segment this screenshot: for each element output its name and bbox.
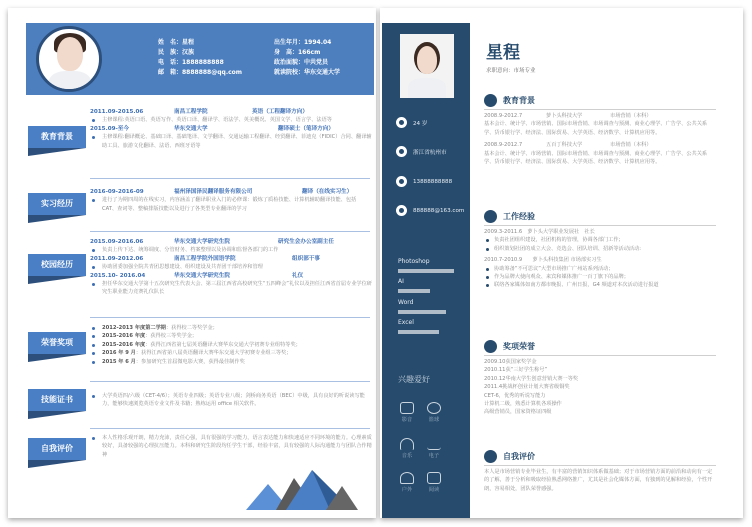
contact-location: 浙江省杭州市 xyxy=(396,146,447,157)
resume-left xyxy=(8,8,376,518)
contact-age: 24 岁 xyxy=(396,117,428,128)
skill-excel: Excel xyxy=(398,319,414,326)
info-email: 邮 箱：8888888@qq.com xyxy=(158,69,243,76)
hobby-cycling: 电子 xyxy=(423,438,445,459)
tree-icon xyxy=(400,472,414,484)
hobby-basketball: 篮球 xyxy=(423,402,445,423)
trophy-icon xyxy=(484,340,497,353)
info-ethnicity: 民 族：汉族 xyxy=(158,49,195,56)
info-political: 政治面貌：中共党员 xyxy=(274,59,329,66)
hobbies-title: 兴趣爱好 xyxy=(398,375,430,384)
book-icon xyxy=(427,472,441,484)
basketball-icon xyxy=(427,402,441,414)
hobby-movie: 影音 xyxy=(396,402,418,423)
profile-photo xyxy=(400,34,454,98)
location-icon xyxy=(396,146,407,157)
work-section: 工作经验 2009.3-2011.6 萝卜头大学职业发展社 社长 负责社团组织建设，社团机构的管理，协调各部门工作; 组织策划社团的成立大会、竞选会、团队培训、招新等活动活动: 2010.7-2010.9 萝卜头科技集团 市场部实习生 协助筹备“不可思议”大型市场推广广州站系列活动； 作为品牌大使向观众、来宾和媒体推广一百丁旗下的品牌； 联络各家媒体如南方都市晚报、广州日报，G4 频道对本次活动进行报道 xyxy=(484,210,716,290)
education-section-right: 教育背景 2008.9-2012.7 萝卜头科技大学 市场营销（本科） 基本会计、统计学、市场营销、国际市场营销、市场调查与预测、商业心理学、广告学、公共关系学、货币银行学、经济法、国际贸易、大学英语、经济数学、计算机应用等。 2008.9-2012.7 五百丁科技大学 市场营销（本科） 基本会计、统计学、市场营销、国际市场营销、市场调查与预测、商业心理学、广告学、公共关系学、货币银行学、经济法、国际贸易、大学英语、经济数学、计算机应用等。 xyxy=(484,94,716,166)
certificates-section: 大学英语四/六级（CET-4/6）；英语专业四级；英语专业八级；剑桥商务英语（BEC）中级，具有良好的听说读写能力，能够快速浏览英语专业文件及书籍；熟练运用 office 相关软件。 xyxy=(90,392,372,409)
skill-ai: AI xyxy=(398,278,404,285)
cycling-icon xyxy=(427,438,441,450)
skill-bar-photoshop xyxy=(398,269,454,273)
tag-certificates: 技能证书 xyxy=(28,389,86,411)
info-phone: 电 话：1888888888 xyxy=(158,59,224,66)
briefcase-icon xyxy=(484,210,497,223)
avatar xyxy=(36,26,102,92)
skill-bar-ai xyxy=(398,289,430,293)
mail-icon xyxy=(396,205,407,216)
edit-icon xyxy=(484,450,497,463)
contact-phone: 13888888888 xyxy=(396,176,452,187)
name-title: 星程 xyxy=(486,43,520,63)
tag-education: 教育背景 xyxy=(28,126,86,148)
campus-section: 2015.09-2016.06 华东交通大学研究生院 研究生会办公室副主任 负责上传下达、统筹调度、分管财务、档案整理以及协调和监督各部门的工作 2011.09-2012.06 南昌工程学院外国语学院 组织部干事 协助团委加强全院共青团思想建设、组织建设及共青团干部培养和管理 2015.10- 2016.04 华东交通大学研究生院 礼仪 担任华东交通大学第十五次研究生代表大会、第三届江西省高校研究生“五四峰会”礼仪以及担任江西省首届专业学位研究生职业能力竞赛礼仪队长 xyxy=(90,239,372,296)
mountains-decoration xyxy=(246,470,358,510)
info-height: 身 高：166cm xyxy=(274,49,321,56)
self-eval-section-right: 自我评价 本人是市场营销专业毕业生，有丰富的营销知识体系做基础；对于市场营销方面的前沿和动向有一定的了解，善于分析和吸取经验熟悉网络推广，尤其是社会化媒体方面，有独到的见解和经验，个性开朗，容易相处，团队荣誉感强。 xyxy=(484,450,716,493)
info-name: 姓 名：星程 xyxy=(158,39,195,46)
education-section: 2011.09-2015.06 南昌工程学院 英语（工程翻译方向） 主修课程:英语口语、英语写作、英语口译、翻译学、语法学、英美概况、英国文学、语言学、法语等 2015.09-至今 华东交通大学 翻译硕士（笔译方向） 主修课程:翻译概论、基础口译、基础笔译、文学翻译、交通运输工程翻译、经贸翻译、菲迪克（FIDIC）合同、翻译辅助工具、旅游文化翻译、法语、西班牙语等 xyxy=(90,109,372,149)
skill-word: Word xyxy=(398,299,414,306)
user-icon xyxy=(396,117,407,128)
awards-section: 奖项荣誉 2009.10获国家奖学金 2010.11获“三好学生称号” 2010.12华南大学生创意营销大赛一等奖 2011.4挑战杯创业计划大赛省级铜奖 CET-6，优秀的听说写能力 计算机二级，熟悉计算机各项操作 高级营销员，国家资格证四级 xyxy=(484,340,716,417)
info-school: 就读院校：华东交通大学 xyxy=(274,69,341,76)
tag-self-eval: 自我评价 xyxy=(28,438,86,460)
info-birth: 出生年月：1994.04 xyxy=(274,39,332,46)
tag-internship: 实习经历 xyxy=(28,193,86,215)
tag-campus: 校园经历 xyxy=(28,254,86,276)
phone-icon xyxy=(396,176,407,187)
tag-honors: 荣誉奖项 xyxy=(28,332,86,354)
graduation-cap-icon xyxy=(484,94,497,107)
headphones-icon xyxy=(400,438,414,450)
info-col-1 xyxy=(158,38,242,78)
hobby-outdoor: 户外 xyxy=(396,472,418,493)
info-col-2 xyxy=(274,38,340,78)
skill-photoshop: Photoshop xyxy=(398,258,430,265)
internship-section: 2016-09-2016-09 福州泽国泽民翻译服务有限公司 翻译（在线实习生） 进行了为期四周的在线实习，内容涵盖了翻译职业入门的必修课：锻炼了质检技能、计算机辅助翻译技能、包括 CAT、查词等、整稿排版技能以及进行了各类型专业翻译的学习 xyxy=(90,188,372,213)
resume-right xyxy=(380,8,743,518)
skill-bar-word xyxy=(398,310,446,314)
self-eval-section: 本人性格乐观开朗，精力充沛，责任心强，具有很强的学习能力，语言表达能力和快速适应不同环境的能力。心理素质较好，具备较强的心理抗压能力。本科和研究生阶段均任学生干部，经验丰富，具有较强的人际沟通能力与团队合作精神 xyxy=(90,434,372,459)
contact-email: 888888@163.com xyxy=(396,205,464,216)
sidebar xyxy=(382,23,470,518)
hobby-music: 音乐 xyxy=(396,438,418,459)
camera-icon xyxy=(400,402,414,414)
skill-bar-excel xyxy=(398,330,439,334)
hobby-reading: 阅读 xyxy=(423,472,445,493)
honors-section: 2012-2013 年度第二学期：获得校二等奖学金； 2015-2016 年度：获得校三等奖学金； 2015-2016 年度：获得江西省第七届英语翻译大赛华东交通大学初赛专业组特等奖； 2016 年 9 月：获得江西省第八届英语翻译大赛华东交通大学初赛专业组三等奖； 2015 年 6 月：参加研究生首届微电影大赛，获得最佳制作奖 xyxy=(90,324,372,366)
job-objective: 求职意向：市场专业 xyxy=(486,68,536,74)
